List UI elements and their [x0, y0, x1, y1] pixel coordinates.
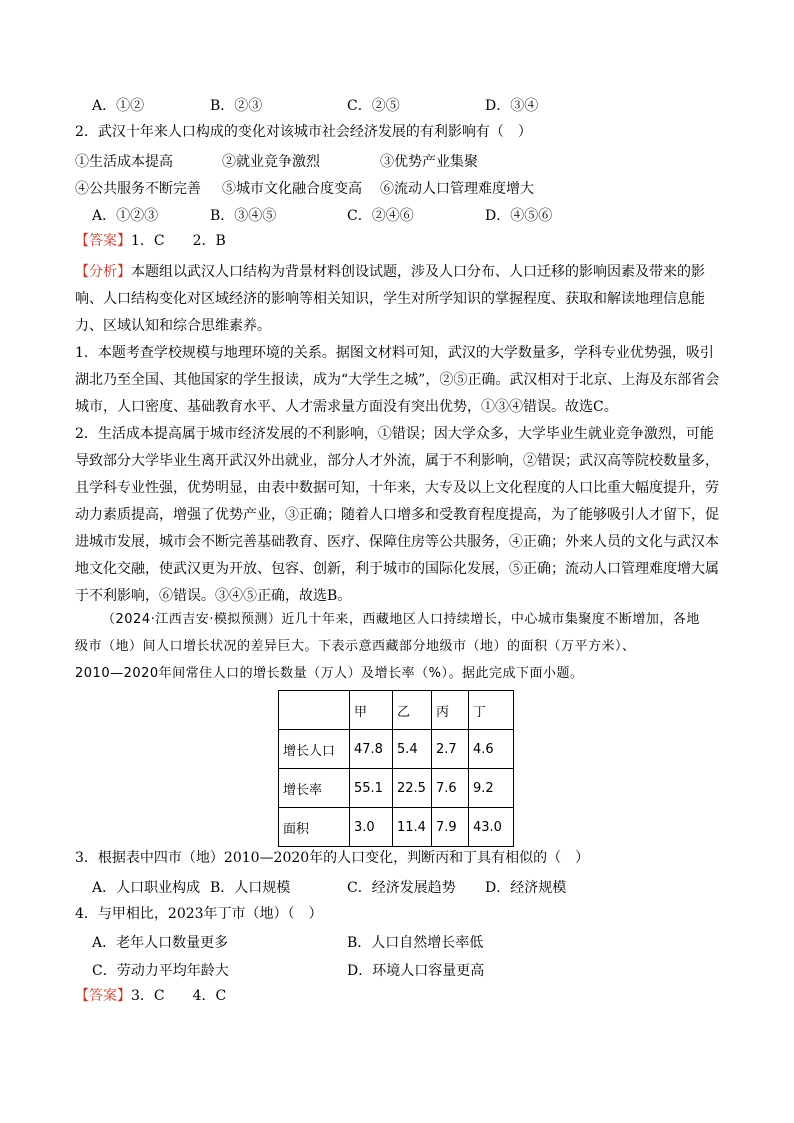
q1-option-c: C．②⑤ [347, 98, 400, 114]
q1-option-d: D．③④ [485, 98, 539, 114]
table-cell: 55.1 [350, 769, 393, 808]
q3-stem: 3．根据表中四市（地）2010—2020年的人口变化，判断丙和丁具有相似的（ ） [75, 850, 590, 866]
q2-item-6: ⑥流动人口管理难度增大 [380, 181, 534, 197]
q1-option-b: B．②③ [210, 98, 263, 114]
table-cell: 2.7 [432, 730, 469, 769]
analysis-intro [75, 259, 720, 340]
answer-text: 1．C 2．B [131, 233, 226, 249]
table-row [279, 730, 514, 769]
table-cell: 11.4 [393, 808, 432, 847]
q4-option-d: D．环境人口容量更高 [347, 963, 485, 979]
analysis-paragraph-1: 1．本题考查学校规模与地理环境的关系。据图文材料可知，武汉的大学数量多，学科专业优势强，吸引湖北乃至全国、其他国家的学生报读，成为“大学生之城”，②⑤正确。武汉相对于北京、上海及东部省会城市，人口密度、基础教育水平、人才需求量方面没有突出优势，①③④错误。故选C。 [75, 345, 720, 415]
q4-option-c: C．劳动力平均年龄大 [92, 963, 229, 979]
analysis-intro-text: 本题组以武汉人口结构为背景材料创设试题，涉及人口分布、人口迁移的影响因素及带来的影响、人口结构变化对区域经济的影响等相关知识，学生对所学知识的掌握程度、获取和解读地理信息能力、区域认知和综合思维素养。 [75, 264, 705, 334]
table-cell: 增长人口 [279, 730, 350, 769]
q3-option-d: D．经济规模 [485, 880, 567, 896]
answer-tag: 【答案】 [75, 988, 131, 1004]
table-header-cell: 丙 [432, 691, 469, 730]
table-row [279, 769, 514, 808]
material-line-3: 2010—2020年间常住人口的增长数量（万人）及增长率（%）。据此完成下面小题。 [75, 666, 584, 681]
q4-option-b: B．人口自然增长率低 [347, 935, 484, 951]
q2-stem: 2．武汉十年来人口构成的变化对该城市社会经济发展的有利影响有（ ） [75, 124, 532, 140]
table-cell: 22.5 [393, 769, 432, 808]
table-cell: 面积 [279, 808, 350, 847]
q4-option-a: A．老年人口数量更多 [92, 935, 229, 951]
q1-option-a: A．①② [92, 98, 145, 114]
table-cell: 5.4 [393, 730, 432, 769]
data-table [278, 690, 514, 847]
q3-option-b: B．人口规模 [210, 880, 291, 896]
table-cell: 3.0 [350, 808, 393, 847]
material-line-2: 级市（地）间人口增长状况的差异巨大。下表示意西藏部分地级市（地）的面积（万平方米）、 [75, 639, 636, 654]
q2-item-2: ②就业竞争激烈 [222, 154, 320, 170]
q2-item-1: ①生活成本提高 [75, 154, 173, 170]
analysis-tag: 【分析】 [75, 264, 131, 280]
table-cell: 43.0 [469, 808, 514, 847]
answer-text: 3．C 4．C [131, 988, 227, 1004]
table-row [279, 808, 514, 847]
answer-tag: 【答案】 [75, 233, 131, 249]
q2-option-c: C．②④⑥ [347, 208, 414, 224]
table-cell: 7.6 [432, 769, 469, 808]
q2-option-a: A．①②③ [92, 208, 159, 224]
q2-option-d: D．④⑤⑥ [485, 208, 553, 224]
table-cell: 7.9 [432, 808, 469, 847]
table-header-cell: 甲 [350, 691, 393, 730]
table-header-cell: 乙 [393, 691, 432, 730]
q3-option-a: A．人口职业构成 [92, 880, 201, 896]
table-cell: 47.8 [350, 730, 393, 769]
table-header-cell [279, 691, 350, 730]
table-cell: 增长率 [279, 769, 350, 808]
answer-line-2 [75, 987, 226, 1005]
q2-option-b: B．③④⑤ [210, 208, 277, 224]
table-cell: 4.6 [469, 730, 514, 769]
table-header-row [279, 691, 514, 730]
q4-stem: 4．与甲相比，2023年丁市（地）（ ） [75, 906, 323, 922]
q3-option-c: C．经济发展趋势 [347, 880, 456, 896]
analysis-paragraph-2: 2．生活成本提高属于城市经济发展的不利影响，①错误；因大学众多，大学毕业生就业竞争激烈，可能导致部分大学毕业生离开武汉外出就业，部分人才外流，属于不利影响，②错误；武汉高等院校数量多，且学科专业性强，优势明显，由表中数据可知，十年来，大专及以上文化程度的人口比重大幅度提升，劳动力素质提高，增强了优势产业，③正确；随着人口增多和受教育程度提高，为了能够吸引人才留下，促进城市发展，城市会不断完善基础教育、医疗、保障住房等公共服务，④正确；外来人员的文化与武汉本地文化交融，使武汉更为开放、包容、创新，利于城市的国际化发展，⑤正确；流动人口管理难度增大属于不利影响，⑥错误。③④⑤正确，故选B。 [75, 426, 719, 604]
table-header-cell: 丁 [469, 691, 514, 730]
material-line-1: （2024·江西吉安·模拟预测）近几十年来，西藏地区人口持续增长，中心城市集聚度不断增加，各地 [102, 612, 700, 627]
q2-item-3: ③优势产业集聚 [380, 154, 478, 170]
q2-item-5: ⑤城市文化融合度变高 [222, 181, 362, 197]
q2-item-4: ④公共服务不断完善 [75, 181, 201, 197]
answer-line-1 [75, 232, 226, 250]
table-cell: 9.2 [469, 769, 514, 808]
